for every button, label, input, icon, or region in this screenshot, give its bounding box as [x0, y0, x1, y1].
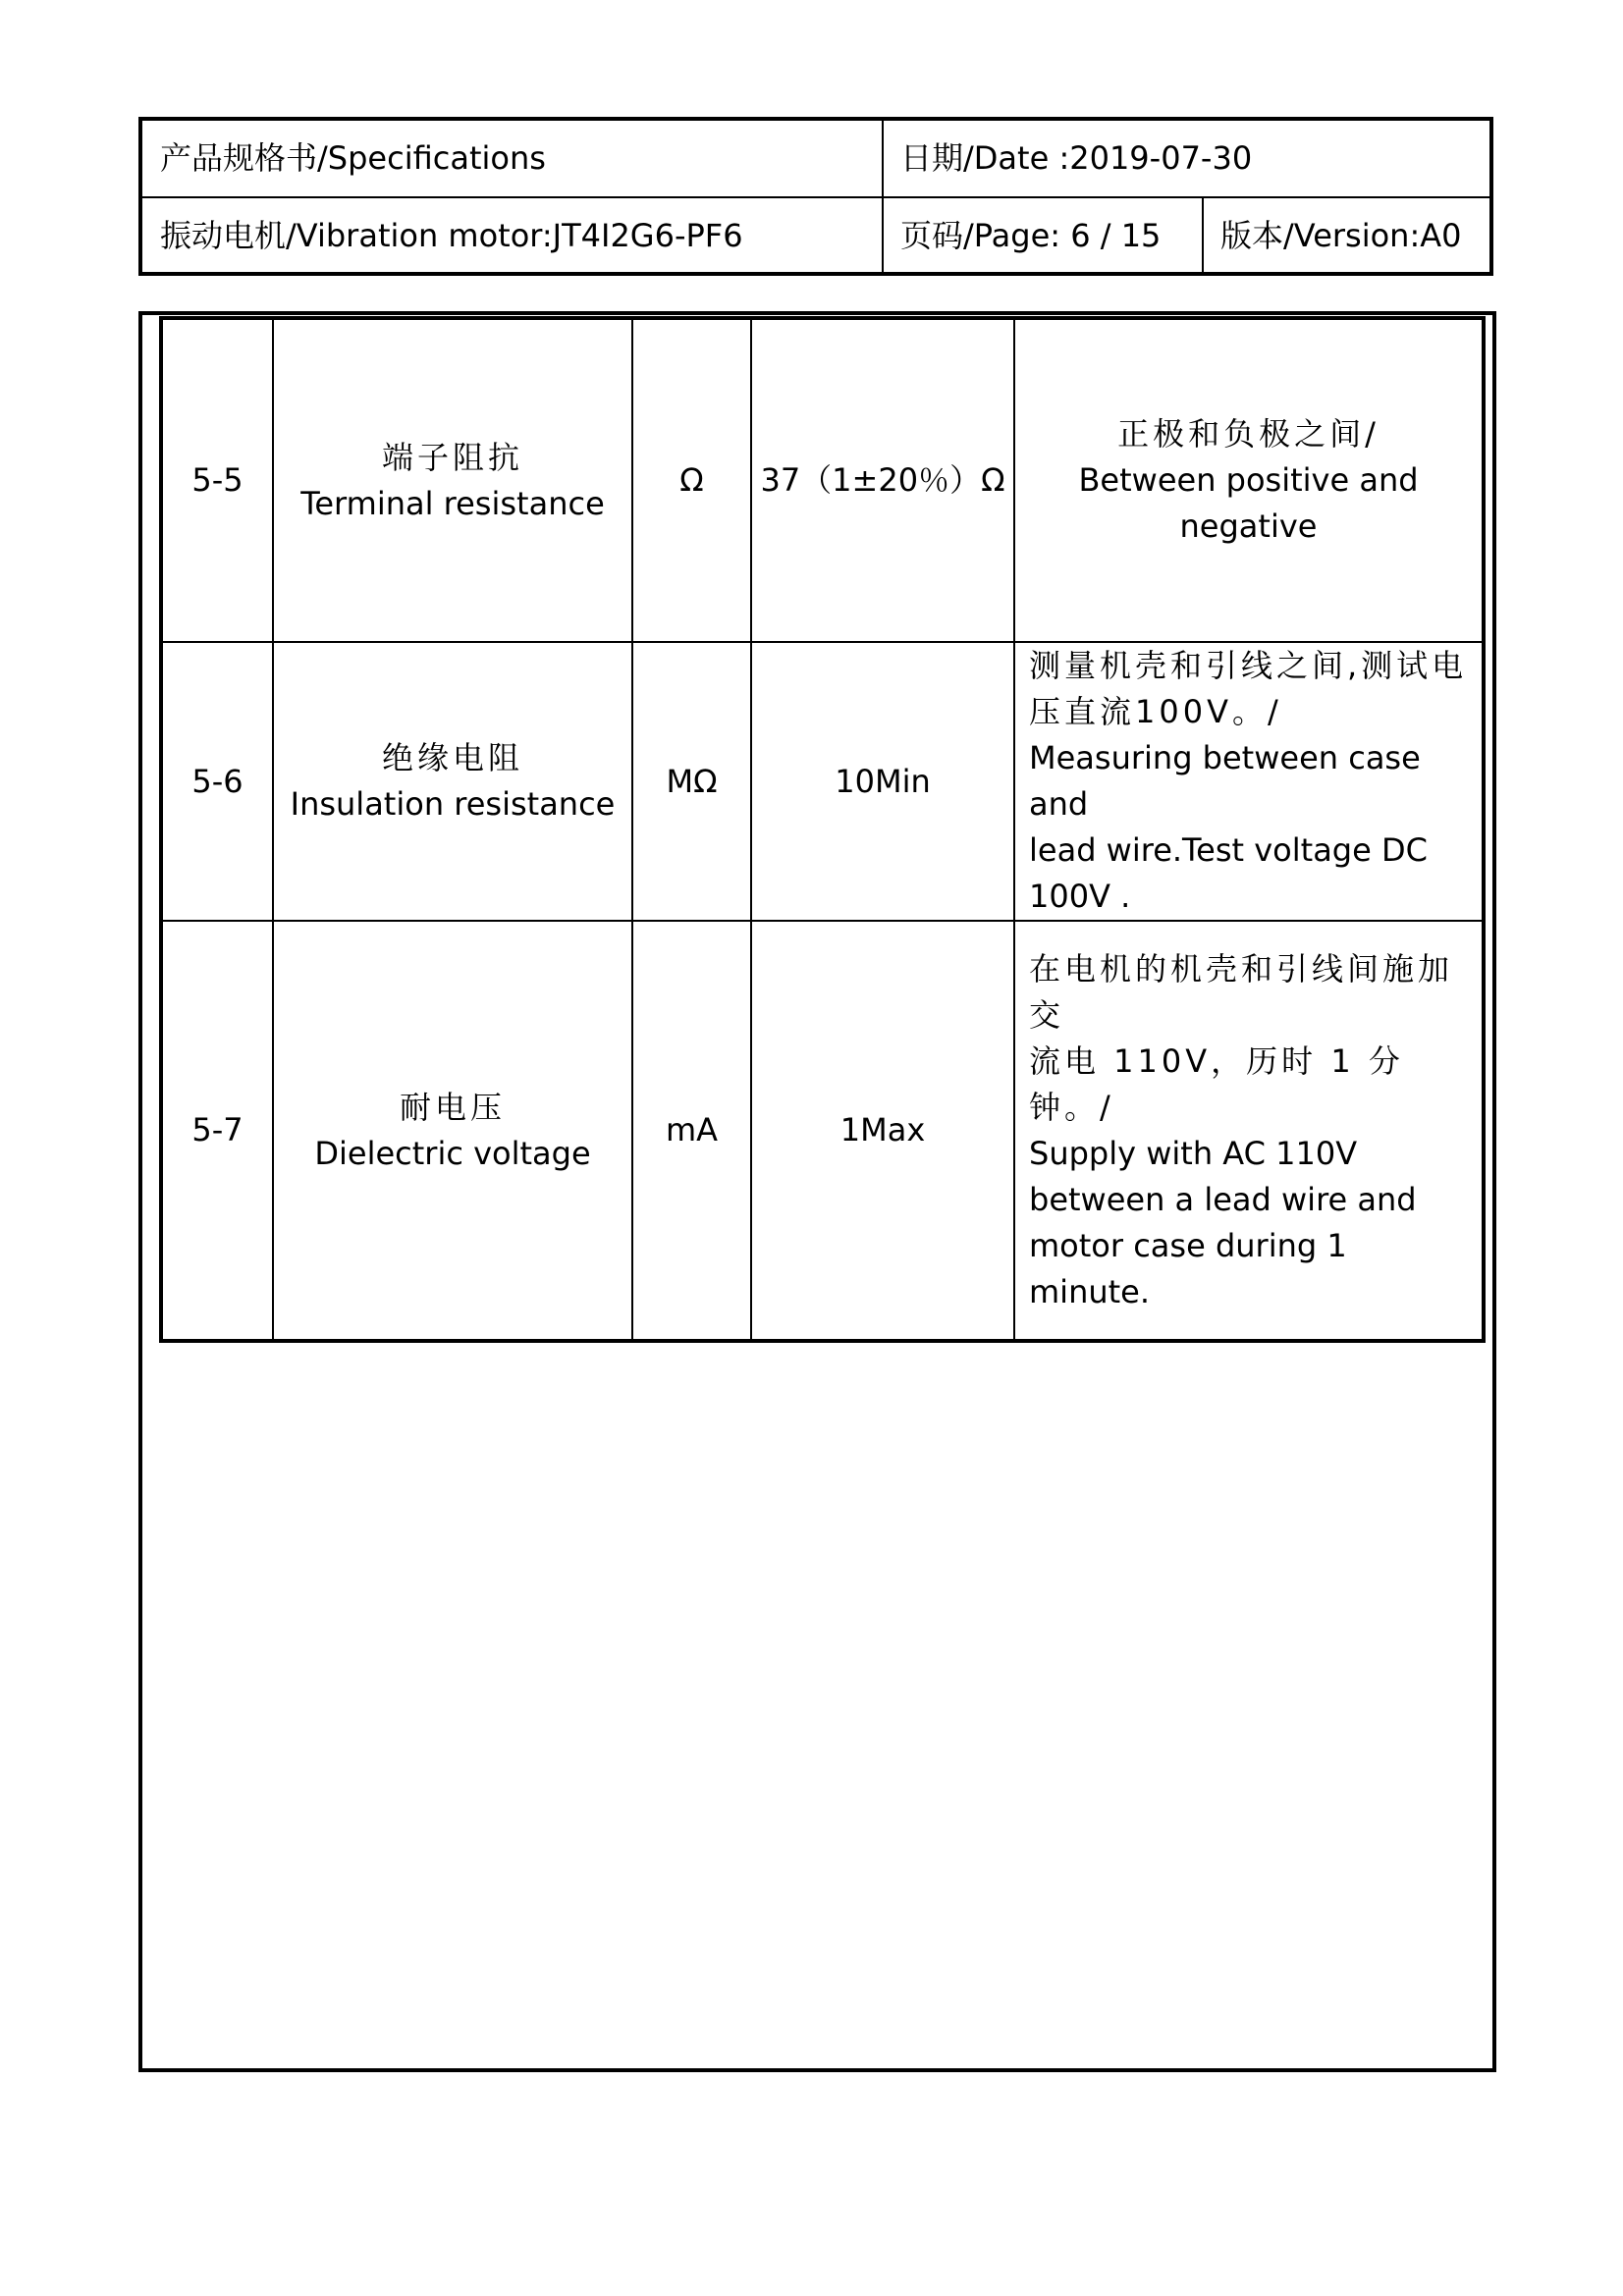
desc-line: between a lead wire and — [1029, 1180, 1417, 1218]
motor-model: 振动电机/Vibration motor:JT4I2G6-PF6 — [160, 217, 743, 254]
item-name-en: Terminal resistance — [300, 484, 605, 522]
item-number: 5-5 — [161, 318, 273, 642]
desc-line: motor case during 1 minute. — [1029, 1226, 1347, 1310]
item-name-zh: 耐电压 — [399, 1088, 506, 1126]
item-name — [273, 921, 632, 1341]
item-value: 1Max — [751, 921, 1014, 1341]
desc-line: 测量机壳和引线之间,测试电 — [1029, 647, 1468, 684]
table-row — [161, 921, 1484, 1341]
desc-line: Measuring between case and — [1029, 739, 1421, 823]
desc-line: 压直流100V。/ — [1029, 693, 1282, 730]
item-name — [273, 642, 632, 921]
document-header — [138, 117, 1493, 276]
table-row — [161, 318, 1484, 642]
desc-line: Supply with AC 110V — [1029, 1134, 1358, 1172]
desc-line: 在电机的机壳和引线间施加交 — [1029, 949, 1454, 1034]
item-name-zh: 端子阻抗 — [381, 438, 523, 476]
item-number: 5-6 — [161, 642, 273, 921]
item-description — [1014, 642, 1484, 921]
document-date: 日期/Date :2019-07-30 — [900, 139, 1253, 177]
page-number: 页码/Page: 6 / 15 — [900, 217, 1162, 254]
desc-line: negative — [1179, 507, 1318, 545]
header-divider-vertical-2 — [1202, 196, 1204, 272]
item-unit: mA — [632, 921, 751, 1341]
desc-line: 流电 110V，历时 1 分钟。/ — [1029, 1041, 1404, 1126]
desc-line: lead wire.Test voltage DC — [1029, 831, 1428, 869]
item-description — [1014, 921, 1484, 1341]
item-description — [1014, 318, 1484, 642]
header-divider-vertical — [882, 121, 884, 272]
desc-line: 正极和负极之间/ — [1117, 415, 1380, 453]
item-value: 37（1±20％）Ω — [751, 318, 1014, 642]
item-name-zh: 绝缘电阻 — [381, 739, 523, 776]
spec-title: 产品规格书/Specifications — [160, 139, 546, 177]
item-number: 5-7 — [161, 921, 273, 1341]
item-name-en: Insulation resistance — [290, 785, 616, 823]
item-name-en: Dielectric voltage — [314, 1134, 591, 1172]
item-unit: MΩ — [632, 642, 751, 921]
spec-table — [159, 316, 1486, 1343]
item-unit: Ω — [632, 318, 751, 642]
table-row — [161, 642, 1484, 921]
desc-line: Between positive and — [1078, 461, 1419, 499]
item-value: 10Min — [751, 642, 1014, 921]
document-version: 版本/Version:A0 — [1220, 217, 1462, 254]
header-divider-horizontal — [142, 196, 1489, 198]
item-name — [273, 318, 632, 642]
desc-line: 100V . — [1029, 878, 1131, 915]
